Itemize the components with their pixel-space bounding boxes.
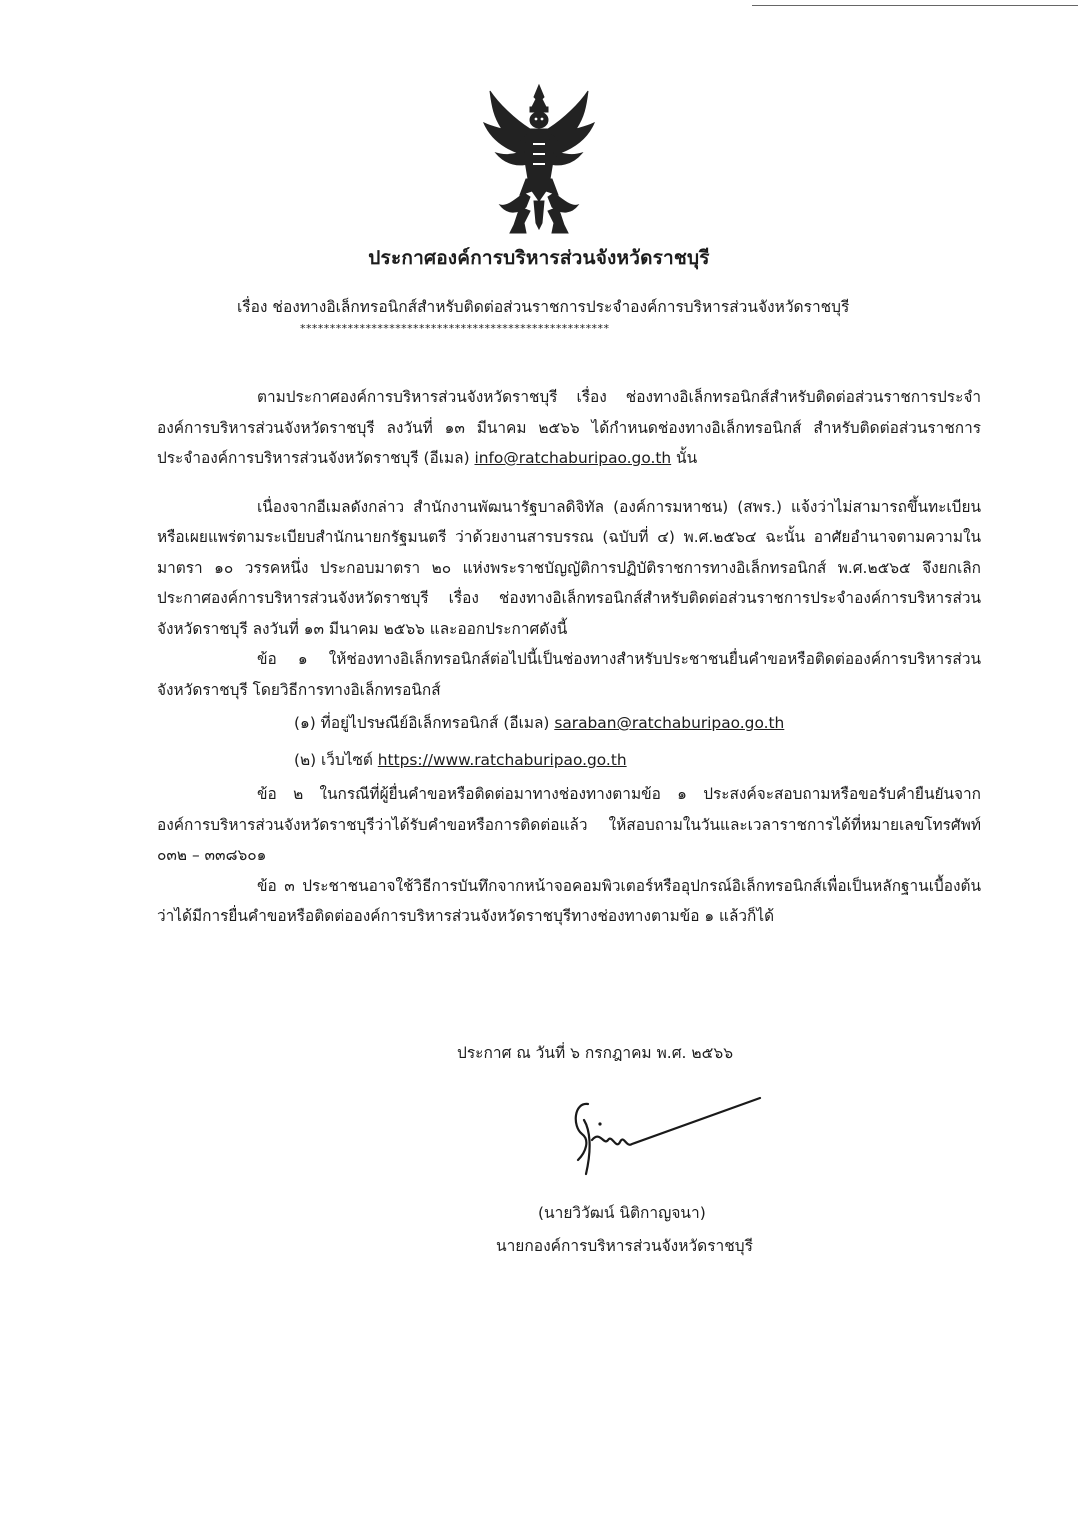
- clause-2: ข้อ ๒ ในกรณีที่ผู้ยื่นคำขอหรือติดต่อมาทางช่องทางตามข้อ ๑ ประสงค์จะสอบถามหรือขอรับคำยืนยันจากองค์การบริหารส่วนจังหวัดราชบุรีว่าได้รับคำขอหรือการติดต่อแล้ว ให้สอบถามในวันและเวลาราชการได้ที่หมายเลขโทรศัพท์ ๐๓๒ – ๓๓๘๖๐๑: [157, 785, 981, 864]
- website-link[interactable]: https://www.ratchaburipao.go.th: [377, 751, 627, 769]
- signer-position: นายกองค์การบริหารส่วนจังหวัดราชบุรี: [496, 1237, 753, 1255]
- separator-line: ****************************************************: [300, 322, 610, 335]
- paragraph-1-text: ตามประกาศองค์การบริหารส่วนจังหวัดราชบุรี เรื่อง ช่องทางอิเล็กทรอนิกส์สำหรับติดต่อส่วนราชการประจำองค์การบริหารส่วนจังหวัดราชบุรี ลงวันที่ ๑๓ มีนาคม ๒๕๖๖ ได้กำหนดช่องทางอิเล็กทรอนิกส์ สำหรับติดต่อส่วนราชการประจำองค์การบริหารส่วนจังหวัดราชบุรี (อีเมล): [157, 388, 981, 467]
- list-item-email: [157, 705, 981, 742]
- list-item-website: [157, 742, 981, 779]
- announcement-date: ประกาศ ณ วันที่ ๖ กรกฎาคม พ.ศ. ๒๕๖๖: [457, 1044, 734, 1062]
- list-item-website-label: (๒) เว็บไซต์: [294, 751, 378, 769]
- signer-name: (นายวิวัฒน์ นิติกาญจนา): [538, 1204, 706, 1222]
- handwritten-signature: [560, 1090, 775, 1180]
- clause-3: ข้อ ๓ ประชาชนอาจใช้วิธีการบันทึกจากหน้าจอคอมพิวเตอร์หรืออุปกรณ์อิเล็กทรอนิกส์เพื่อเป็นหลักฐานเบื้องต้นว่าได้มีการยื่นคำขอหรือติดต่อองค์การบริหารส่วนจังหวัดราชบุรีทางช่องทางตามข้อ ๑ แล้วก็ได้: [157, 876, 981, 925]
- saraban-email-link[interactable]: saraban@ratchaburipao.go.th: [554, 714, 785, 732]
- list-item-email-label: (๑) ที่อยู่ไปรษณีย์อิเล็กทรอนิกส์ (อีเมล): [294, 714, 555, 732]
- announcement-body: [157, 382, 981, 932]
- announcement-subject: เรื่อง ช่องทางอิเล็กทรอนิกส์สำหรับติดต่อส่วนราชการประจำองค์การบริหารส่วนจังหวัดราชบุรี: [237, 298, 850, 316]
- paragraph-1-end: นั้น: [671, 449, 698, 467]
- old-email-link[interactable]: info@ratchaburipao.go.th: [474, 449, 672, 467]
- garuda-emblem: [480, 83, 598, 235]
- announcement-title: ประกาศองค์การบริหารส่วนจังหวัดราชบุรี: [368, 247, 710, 269]
- clause-1: ข้อ ๑ ให้ช่องทางอิเล็กทรอนิกส์ต่อไปนี้เป็นช่องทางสำหรับประชาชนยื่นคำขอหรือติดต่อองค์การบริหารส่วนจังหวัดราชบุรี โดยวิธีการทางอิเล็กทรอนิกส์: [157, 650, 981, 699]
- paragraph-2: เนื่องจากอีเมลดังกล่าว สำนักงานพัฒนารัฐบาลดิจิทัล (องค์การมหาชน) (สพร.) แจ้งว่าไม่สามารถขึ้นทะเบียนหรือเผยแพร่ตามระเบียบสำนักนายกรัฐมนตรี ว่าด้วยงานสารบรรณ (ฉบับที่ ๔) พ.ศ.๒๕๖๔ ฉะนั้น อาศัยอำนาจตามความในมาตรา ๑๐ วรรคหนึ่ง ประกอบมาตรา ๒๐ แห่งพระราชบัญญัติการปฏิบัติราชการทางอิเล็กทรอนิกส์ พ.ศ.๒๕๖๕ จึงยกเลิกประกาศองค์การบริหารส่วนจังหวัดราชบุรี เรื่อง ช่องทางอิเล็กทรอนิกส์สำหรับติดต่อส่วนราชการประจำองค์การบริหารส่วนจังหวัดราชบุรี ลงวันที่ ๑๓ มีนาคม ๒๕๖๖ และออกประกาศดังนี้: [157, 497, 981, 638]
- scan-edge-line: [752, 5, 1078, 6]
- paragraph-1: [157, 382, 981, 474]
